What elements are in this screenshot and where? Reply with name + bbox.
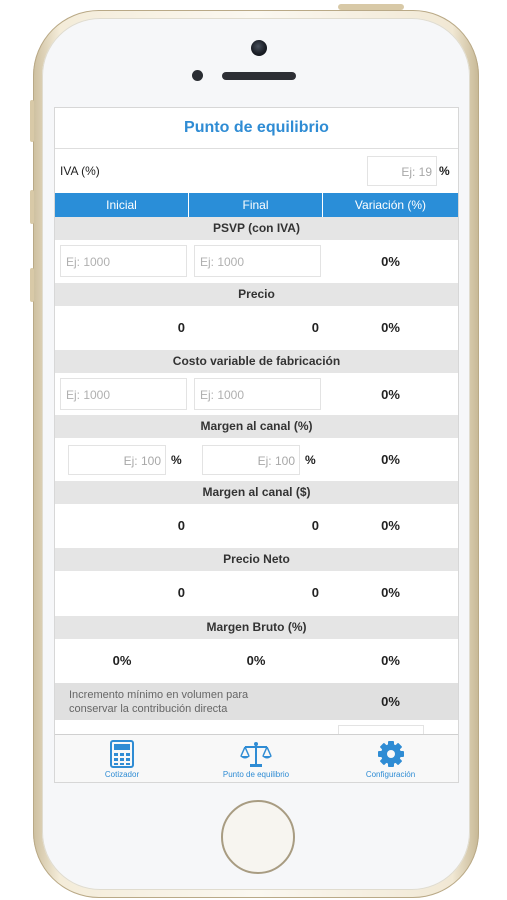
margen-canal-valor-row [55,504,458,547]
volume-up-button [30,190,34,224]
precio-neto-row [55,571,458,614]
margen-canal-pct-row [55,438,458,481]
column-header [55,193,458,217]
scale-icon [240,740,272,768]
section-header-costo-variable: Costo variable de fabricación [55,350,458,373]
column-header-final: Final [189,193,323,217]
tab-punto-de-equilibrio-label: Punto de equilibrio [222,770,290,779]
partially-visible-row [55,720,458,734]
psvp-variacion-value: 0% [381,254,400,269]
mute-switch [30,100,34,142]
section-header-precio: Precio [55,283,458,306]
costo-variable-final-input[interactable]: Ej: 1000 [194,378,321,410]
column-header-variacion: Variación (%) [354,198,427,212]
incremento-value: 0% [381,694,400,709]
iva-input[interactable]: Ej: 19 [367,156,437,186]
iva-row [55,149,458,193]
margen-canal-inicial-input[interactable]: Ej: 100 [68,445,166,475]
app-screen [55,108,458,782]
earpiece-speaker [222,72,296,80]
precio-neto-inicial: 0 [177,585,185,600]
margen-canal-valor-variacion: 0% [381,518,400,533]
margen-bruto-variacion: 0% [381,653,400,668]
margen-bruto-row [55,639,458,682]
section-header-margen-bruto: Margen Bruto (%) [55,616,458,639]
costo-variable-variacion-value: 0% [381,387,400,402]
precio-variacion-value: 0% [381,320,400,335]
iva-percent-suffix: % [439,164,450,178]
section-header-margen-canal-valor: Margen al canal ($) [55,481,458,504]
margen-canal-valor-inicial: 0 [177,518,185,533]
precio-neto-final: 0 [311,585,319,600]
margen-canal-valor-final: 0 [311,518,319,533]
margen-canal-final-input[interactable]: Ej: 100 [202,445,300,475]
precio-row [55,306,458,349]
tab-configuracion[interactable] [323,735,458,782]
margen-canal-pct-variacion-value: 0% [381,452,400,467]
navigation-bar [55,108,458,149]
costo-variable-row [55,373,458,416]
margen-canal-inicial-suffix: % [171,453,182,467]
home-button[interactable] [221,800,295,874]
incremento-row [55,683,458,720]
psvp-inicial-input[interactable]: Ej: 1000 [60,245,187,277]
margen-bruto-final: 0% [246,653,266,668]
section-header-margen-canal-pct: Margen al canal (%) [55,415,458,438]
precio-neto-variacion: 0% [381,585,400,600]
section-header-psvp: PSVP (con IVA) [55,217,458,240]
calculator-icon [110,740,134,768]
margen-bruto-inicial: 0% [112,653,132,668]
proximity-sensor [192,70,203,81]
tab-bar [55,734,458,782]
precio-final-value: 0 [311,320,319,335]
tab-configuracion-label: Configuración [365,770,416,779]
tab-punto-de-equilibrio[interactable] [189,735,323,782]
page-title: Punto de equilibrio [184,119,329,136]
precio-inicial-value: 0 [177,320,185,335]
column-header-inicial: Inicial [55,193,189,217]
incremento-label: Incremento mínimo en volumen para conservar la contribución directa [69,689,249,715]
psvp-row [55,240,458,283]
gear-icon [377,740,405,768]
tab-cotizador[interactable] [55,735,189,782]
iva-label: IVA (%) [60,164,100,178]
section-header-precio-neto: Precio Neto [55,548,458,571]
costo-variable-inicial-input[interactable]: Ej: 1000 [60,378,187,410]
margen-canal-final-suffix: % [305,453,316,467]
volume-down-button [30,268,34,302]
front-camera [251,40,267,56]
psvp-final-input[interactable]: Ej: 1000 [194,245,321,277]
power-button [338,4,404,10]
tab-cotizador-label: Cotizador [104,770,140,779]
